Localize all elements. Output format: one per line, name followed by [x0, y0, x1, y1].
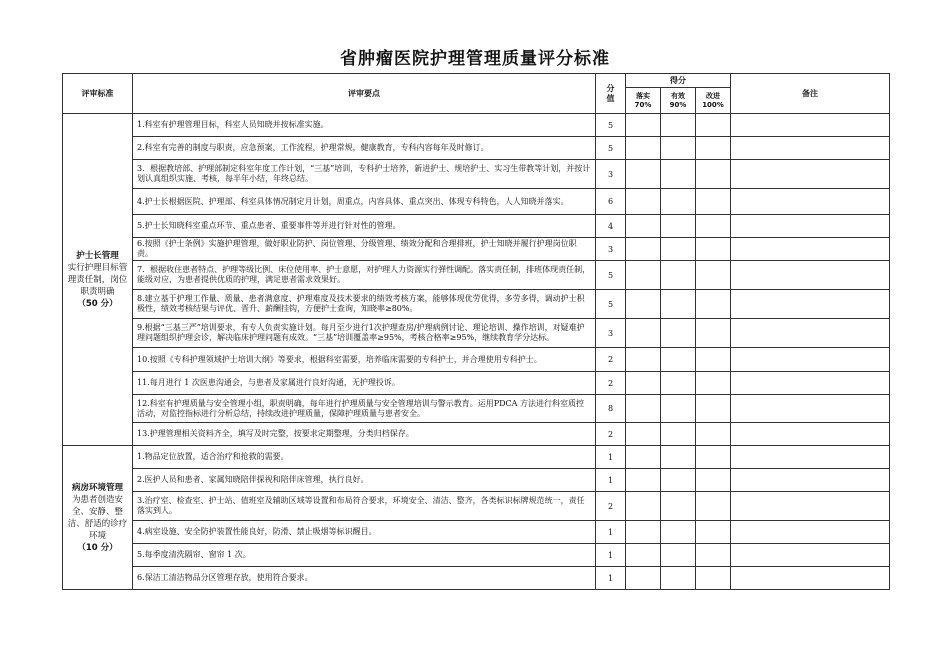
earned-improved-cell[interactable] [696, 348, 731, 372]
notes-cell[interactable] [731, 160, 890, 189]
earned-effective-cell[interactable] [661, 114, 696, 137]
notes-cell[interactable] [731, 372, 890, 395]
notes-cell[interactable] [731, 348, 890, 372]
earned-effective-cell[interactable] [661, 261, 696, 290]
notes-cell[interactable] [731, 189, 890, 215]
earned-implemented-cell[interactable] [626, 238, 661, 261]
header-sub3-pct: 100% [702, 100, 724, 109]
review-point-cell: 7．根据收住患者特点、护理等级比例、床位使用率、护士意愿，对护理人力资源实行弹性调配。落实责任制，排班体现责任制，能级对应，为患者提供优质的护理，满足患者需求效果好。 [133, 261, 596, 290]
notes-cell[interactable] [731, 114, 890, 137]
review-point-cell: 1.科室有护理管理目标，科室人员知晓并按标准实施。 [133, 114, 596, 137]
section-name: 病房环境管理 [71, 482, 123, 493]
notes-cell[interactable] [731, 423, 890, 446]
score-cell: 6 [596, 189, 626, 215]
score-cell: 5 [596, 290, 626, 319]
earned-effective-cell[interactable] [661, 446, 696, 469]
earned-effective-cell[interactable] [661, 492, 696, 521]
table-row [63, 372, 890, 395]
review-point-cell: 11.每月进行 1 次医患沟通会，与患者及家属进行良好沟通，无护理投诉。 [133, 372, 596, 395]
table-row [63, 319, 890, 348]
section-name: 护士长管理 [76, 250, 119, 261]
earned-implemented-cell[interactable] [626, 319, 661, 348]
earned-implemented-cell[interactable] [626, 423, 661, 446]
page-title: 省肿瘤医院护理管理质量评分标准 [340, 49, 610, 69]
table-row [63, 395, 890, 423]
header-earned: 得分 [626, 74, 731, 88]
score-cell: 2 [596, 348, 626, 372]
score-cell: 2 [596, 492, 626, 521]
table-row [63, 114, 890, 137]
review-point-cell: 13.护理管理相关资料齐全，填写及时完整，按要求定期整理，分类归档保存。 [133, 423, 596, 446]
section-description: 为患者创造安全、安静、整洁、舒适的诊疗环境 [67, 494, 128, 541]
score-cell: 1 [596, 446, 626, 469]
notes-cell[interactable] [731, 238, 890, 261]
table-row [63, 348, 890, 372]
earned-implemented-cell[interactable] [626, 215, 661, 238]
header-sub2-name: 有效 [671, 91, 685, 100]
table-row [63, 521, 890, 544]
header-sub-improved [696, 88, 731, 114]
review-point-cell: 3.治疗室、检查室、护士站、值班室及辅助区域等设置和布局符合要求，环境安全、清洁、整齐，各类标识标牌规范统一，责任落实到人。 [133, 492, 596, 521]
notes-cell[interactable] [731, 290, 890, 319]
earned-effective-cell[interactable] [661, 215, 696, 238]
score-cell: 5 [596, 261, 626, 290]
earned-effective-cell[interactable] [661, 137, 696, 160]
header-sub2-pct: 90% [669, 100, 687, 109]
earned-effective-cell[interactable] [661, 348, 696, 372]
review-point-cell: 6.保洁工清洁物品分区管理存放，使用符合要求。 [133, 567, 596, 590]
score-cell: 1 [596, 567, 626, 590]
earned-improved-cell[interactable] [696, 215, 731, 238]
earned-improved-cell[interactable] [696, 319, 731, 348]
score-cell: 8 [596, 395, 626, 423]
review-point-cell: 8.建立基于护理工作量、质量、患者满意度、护理难度及技术要求的绩效考核方案，能够体现优劳优得，多劳多得，调动护士积极性，绩效考核结果与评优、晋升、薪酬挂钩，方便护士查询，知晓率≥80%。 [133, 290, 596, 319]
review-point-cell: 4.护士长根据医院、护理部、科室具体情况制定月计划，周重点，内容具体、重点突出、体现专科特色，人人知晓并落实。 [133, 189, 596, 215]
earned-improved-cell[interactable] [696, 423, 731, 446]
earned-improved-cell[interactable] [696, 238, 731, 261]
notes-cell[interactable] [731, 492, 890, 521]
score-cell: 3 [596, 160, 626, 189]
table-row [63, 423, 890, 446]
header-sub3-name: 改进 [706, 91, 721, 100]
earned-implemented-cell[interactable] [626, 189, 661, 215]
section-criteria-cell [63, 114, 133, 446]
table-row [63, 567, 890, 590]
header-criteria: 评审标准 [63, 74, 133, 114]
notes-cell[interactable] [731, 261, 890, 290]
earned-improved-cell[interactable] [696, 137, 731, 160]
earned-implemented-cell[interactable] [626, 469, 661, 492]
earned-improved-cell[interactable] [696, 189, 731, 215]
section-points: （50 分） [77, 298, 118, 309]
earned-implemented-cell[interactable] [626, 492, 661, 521]
notes-cell[interactable] [731, 137, 890, 160]
notes-cell[interactable] [731, 215, 890, 238]
score-cell: 1 [596, 521, 626, 544]
header-score-label: 分值 [606, 83, 615, 103]
earned-effective-cell[interactable] [661, 395, 696, 423]
score-cell: 1 [596, 544, 626, 567]
section-description: 实行护理目标管理责任制，岗位职责明确 [67, 262, 128, 297]
earned-implemented-cell[interactable] [626, 395, 661, 423]
section-criteria-cell [63, 446, 133, 590]
review-point-cell: 6.按照《护士条例》实施护理管理，做好职业防护、岗位管理、分级管理、绩效分配和合理排班，护士知晓并履行护理岗位职责。 [133, 238, 596, 261]
score-cell: 2 [596, 372, 626, 395]
earned-improved-cell[interactable] [696, 446, 731, 469]
earned-implemented-cell[interactable] [626, 544, 661, 567]
table-row [63, 215, 890, 238]
notes-cell[interactable] [731, 544, 890, 567]
earned-effective-cell[interactable] [661, 189, 696, 215]
table-row [63, 160, 890, 189]
earned-implemented-cell[interactable] [626, 372, 661, 395]
table-row [63, 544, 890, 567]
earned-implemented-cell[interactable] [626, 160, 661, 189]
notes-cell[interactable] [731, 446, 890, 469]
earned-implemented-cell[interactable] [626, 348, 661, 372]
earned-improved-cell[interactable] [696, 567, 731, 590]
score-cell: 3 [596, 319, 626, 348]
notes-cell[interactable] [731, 395, 890, 423]
earned-improved-cell[interactable] [696, 492, 731, 521]
review-point-cell: 10.按照《专科护理领域护士培训大纲》等要求，根据科室需要，培养临床需要的专科护士，并合理使用专科护士。 [133, 348, 596, 372]
review-point-cell: 4.病室设施、安全防护装置性能良好，防滑、禁止吸烟等标识醒目。 [133, 521, 596, 544]
section-points: （10 分） [77, 542, 118, 553]
earned-effective-cell[interactable] [661, 319, 696, 348]
earned-improved-cell[interactable] [696, 114, 731, 137]
earned-effective-cell[interactable] [661, 567, 696, 590]
earned-improved-cell[interactable] [696, 290, 731, 319]
review-point-cell: 5.每季度清洗隔帘、窗帘 1 次。 [133, 544, 596, 567]
review-point-cell: 12.科室有护理质量与安全管理小组，职责明确，每年进行护理质量与安全管理培训与警示教育。运用PDCA 方法进行科室质控活动，对监控指标进行分析总结，持续改进护理质量，保障护理质量与患者安全。 [133, 395, 596, 423]
earned-improved-cell[interactable] [696, 395, 731, 423]
header-sub1-pct: 70% [634, 100, 652, 109]
header-points: 评审要点 [133, 74, 596, 114]
notes-cell[interactable] [731, 567, 890, 590]
earned-improved-cell[interactable] [696, 261, 731, 290]
score-cell: 1 [596, 469, 626, 492]
earned-improved-cell[interactable] [696, 521, 731, 544]
table-row [63, 290, 890, 319]
earned-implemented-cell[interactable] [626, 137, 661, 160]
earned-implemented-cell[interactable] [626, 567, 661, 590]
review-point-cell: 5.护士长知晓科室重点环节、重点患者、重要事件等并进行针对性的管理。 [133, 215, 596, 238]
table-row [63, 238, 890, 261]
table-row [63, 492, 890, 521]
score-cell: 2 [596, 423, 626, 446]
earned-implemented-cell[interactable] [626, 446, 661, 469]
header-sub-effective [661, 88, 696, 114]
earned-improved-cell[interactable] [696, 469, 731, 492]
earned-effective-cell[interactable] [661, 290, 696, 319]
notes-cell[interactable] [731, 521, 890, 544]
earned-implemented-cell[interactable] [626, 261, 661, 290]
earned-effective-cell[interactable] [661, 544, 696, 567]
table-row [63, 261, 890, 290]
review-point-cell: 3．根据教培部、护理部制定科室年度工作计划，“三基”培训，专科护士培养，新进护士、规培护士、实习生带教等计划，并按计划认真组织实施、考核，每半年小结，年终总结。 [133, 160, 596, 189]
earned-effective-cell[interactable] [661, 160, 696, 189]
review-point-cell: 1.物品定位放置，适合治疗和抢救的需要。 [133, 446, 596, 469]
earned-improved-cell[interactable] [696, 160, 731, 189]
review-point-cell: 9.根据“三基三严”培训要求，有专人负责实施计划。每月至少进行1次护理查房/护理病例讨论、理论培训、操作培训，对疑难护理问题组织护理会诊，解决临床护理问题有成效。“三基”培训覆盖率≥95%，考核合格率≥95%，继续教育学分达标。 [133, 319, 596, 348]
table-row [63, 137, 890, 160]
earned-effective-cell[interactable] [661, 521, 696, 544]
earned-effective-cell[interactable] [661, 469, 696, 492]
review-point-cell: 2.医护人员和患者、家属知晓陪伴探视和陪伴床管理，执行良好。 [133, 469, 596, 492]
notes-cell[interactable] [731, 469, 890, 492]
earned-effective-cell[interactable] [661, 423, 696, 446]
score-cell: 4 [596, 215, 626, 238]
notes-cell[interactable] [731, 319, 890, 348]
earned-implemented-cell[interactable] [626, 290, 661, 319]
header-notes: 备注 [731, 74, 890, 114]
score-cell: 5 [596, 137, 626, 160]
table-row [63, 189, 890, 215]
header-sub1-name: 落实 [636, 91, 650, 100]
earned-effective-cell[interactable] [661, 238, 696, 261]
table-row [63, 446, 890, 469]
earned-improved-cell[interactable] [696, 544, 731, 567]
header-sub-implemented [626, 88, 661, 114]
review-point-cell: 2.科室有完善的制度与职责，应急预案，工作流程，护理常规，健康教育，专科内容每年及时修订。 [133, 137, 596, 160]
header-score [596, 74, 626, 114]
score-cell: 3 [596, 238, 626, 261]
earned-improved-cell[interactable] [696, 372, 731, 395]
table-row [63, 469, 890, 492]
earned-implemented-cell[interactable] [626, 521, 661, 544]
earned-effective-cell[interactable] [661, 372, 696, 395]
score-cell: 5 [596, 114, 626, 137]
earned-implemented-cell[interactable] [626, 114, 661, 137]
scoring-table [62, 73, 890, 590]
